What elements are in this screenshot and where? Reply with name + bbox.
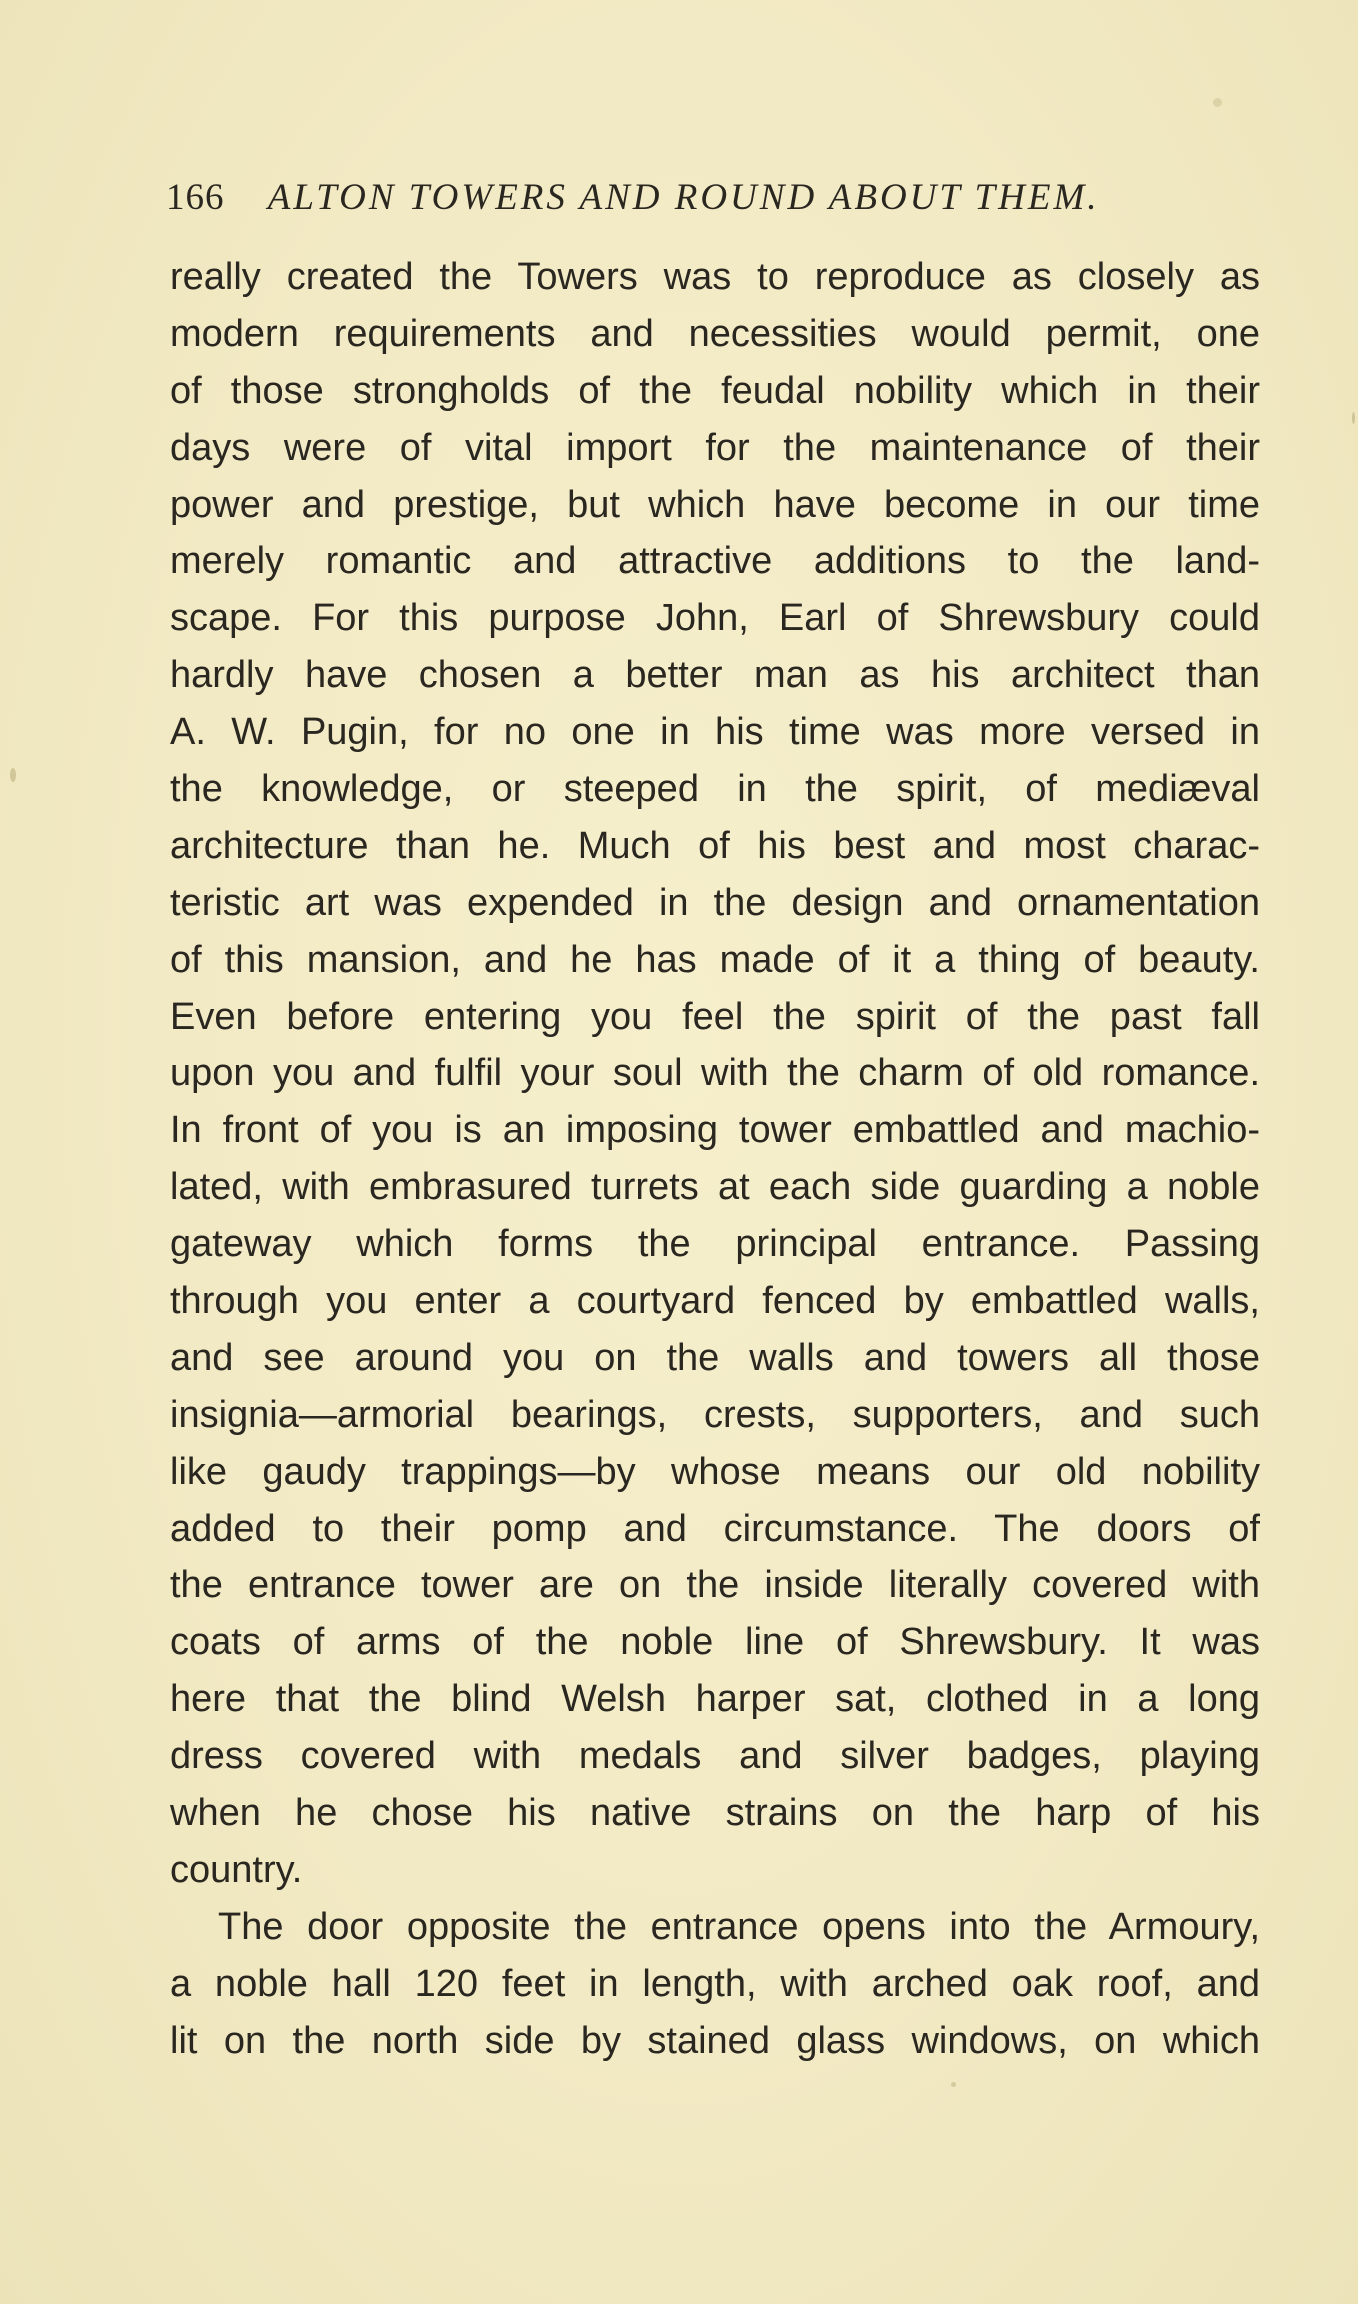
text-line: Even before entering you feel the spirit of the past fall xyxy=(170,995,1260,1038)
text-line: days were of vital import for the maintenance of their xyxy=(170,426,1260,469)
text-line: merely romantic and attractive additions to the land- xyxy=(170,540,1260,583)
paper-speck xyxy=(10,768,16,782)
text-line: added to their pomp and circumstance. The doors of xyxy=(170,1507,1260,1550)
text-line: The door opposite the entrance opens into the Armoury, xyxy=(218,1905,1260,1948)
paper-speck xyxy=(1213,98,1222,107)
text-line: a noble hall 120 feet in length, with arched oak roof, and xyxy=(170,1962,1260,2005)
text-line: lated, with embrasured turrets at each side guarding a noble xyxy=(170,1166,1260,1209)
paper-speck xyxy=(951,2082,956,2087)
text-line: dress covered with medals and silver badges, playing xyxy=(170,1735,1260,1778)
text-line: insignia—armorial bearings, crests, supporters, and such xyxy=(170,1393,1260,1436)
page-header xyxy=(166,172,1256,224)
text-line: power and prestige, but which have become in our time xyxy=(170,483,1260,526)
text-line: A. W. Pugin, for no one in his time was more versed in xyxy=(170,711,1260,754)
text-line: the knowledge, or steeped in the spirit, of mediæval xyxy=(170,768,1260,811)
text-line: modern requirements and necessities would permit, one xyxy=(170,312,1260,355)
text-line: In front of you is an imposing tower embattled and machio- xyxy=(170,1109,1260,1152)
text-line: teristic art was expended in the design and ornamentation xyxy=(170,881,1260,924)
text-line: really created the Towers was to reproduce as closely as xyxy=(170,256,1260,298)
body-text xyxy=(170,249,1260,2070)
text-line: the entrance tower are on the inside literally covered with xyxy=(170,1564,1260,1607)
text-line: here that the blind Welsh harper sat, clothed in a long xyxy=(170,1678,1260,1721)
text-line: gateway which forms the principal entrance. Passing xyxy=(170,1223,1260,1266)
running-title: ALTON TOWERS AND ROUND ABOUT THEM. xyxy=(267,177,1100,218)
text-line: scape. For this purpose John, Earl of Shrewsbury could xyxy=(170,597,1260,640)
text-line: when he chose his native strains on the harp of his xyxy=(170,1792,1260,1835)
text-line: lit on the north side by stained glass windows, on which xyxy=(170,2019,1260,2062)
text-line: and see around you on the walls and towers all those xyxy=(170,1336,1260,1379)
text-line: upon you and fulfil your soul with the charm of old romance. xyxy=(170,1052,1260,1095)
text-line: of this mansion, and he has made of it a thing of beauty. xyxy=(170,938,1260,981)
text-line: coats of arms of the noble line of Shrewsbury. It was xyxy=(170,1621,1260,1664)
text-line: hardly have chosen a better man as his architect than xyxy=(170,654,1260,697)
text-line: through you enter a courtyard fenced by embattled walls, xyxy=(170,1280,1260,1323)
page-number: 166 xyxy=(166,177,225,218)
text-line: architecture than he. Much of his best and most charac- xyxy=(170,824,1260,867)
text-line: like gaudy trappings—by whose means our old nobility xyxy=(170,1450,1260,1493)
text-line: of those strongholds of the feudal nobility which in their xyxy=(170,369,1260,412)
paper-speck xyxy=(1352,412,1355,424)
text-line: country. xyxy=(170,1848,303,1891)
